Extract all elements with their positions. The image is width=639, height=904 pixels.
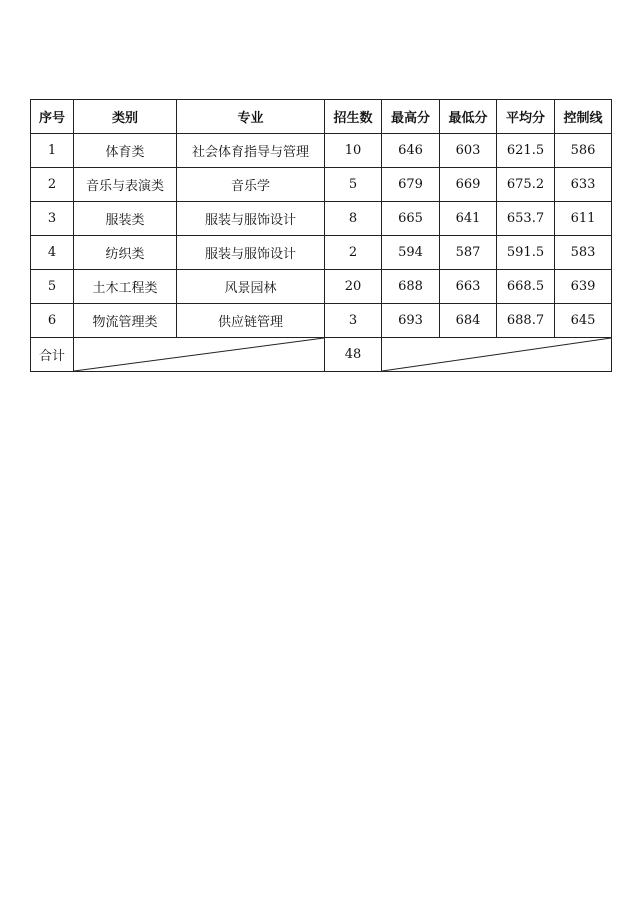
cell-category: 音乐与表演类 — [74, 168, 177, 202]
cell-min: 669 — [440, 168, 497, 202]
header-min: 最低分 — [440, 100, 497, 134]
table-row — [31, 168, 612, 202]
cell-control: 586 — [555, 134, 612, 168]
cell-no: 3 — [31, 202, 74, 236]
cell-control: 583 — [555, 236, 612, 270]
table-row — [31, 202, 612, 236]
header-major: 专业 — [177, 100, 325, 134]
cell-max: 646 — [382, 134, 440, 168]
cell-control: 633 — [555, 168, 612, 202]
cell-avg: 621.5 — [497, 134, 555, 168]
header-enroll: 招生数 — [325, 100, 382, 134]
cell-no: 1 — [31, 134, 74, 168]
cell-enroll: 20 — [325, 270, 382, 304]
cell-control: 645 — [555, 304, 612, 338]
cell-no: 4 — [31, 236, 74, 270]
cell-control: 639 — [555, 270, 612, 304]
cell-avg: 668.5 — [497, 270, 555, 304]
cell-min: 641 — [440, 202, 497, 236]
score-table — [30, 99, 612, 372]
cell-category: 土木工程类 — [74, 270, 177, 304]
cell-max: 679 — [382, 168, 440, 202]
header-category: 类别 — [74, 100, 177, 134]
cell-major: 服装与服饰设计 — [177, 202, 325, 236]
cell-no: 2 — [31, 168, 74, 202]
cell-enroll: 3 — [325, 304, 382, 338]
total-label: 合计 — [31, 338, 74, 372]
cell-no: 5 — [31, 270, 74, 304]
cell-category: 纺织类 — [74, 236, 177, 270]
cell-control: 611 — [555, 202, 612, 236]
table-row — [31, 134, 612, 168]
diagonal-line — [382, 338, 611, 371]
total-scores-slash — [382, 338, 612, 372]
cell-major: 服装与服饰设计 — [177, 236, 325, 270]
cell-category: 服装类 — [74, 202, 177, 236]
table-row — [31, 236, 612, 270]
header-avg: 平均分 — [497, 100, 555, 134]
cell-max: 665 — [382, 202, 440, 236]
cell-max: 594 — [382, 236, 440, 270]
cell-max: 688 — [382, 270, 440, 304]
cell-enroll: 10 — [325, 134, 382, 168]
cell-min: 684 — [440, 304, 497, 338]
cell-major: 音乐学 — [177, 168, 325, 202]
cell-category: 体育类 — [74, 134, 177, 168]
table-row — [31, 304, 612, 338]
cell-major: 社会体育指导与管理 — [177, 134, 325, 168]
table-row — [31, 270, 612, 304]
total-blank-slash — [74, 338, 325, 372]
cell-major: 风景园林 — [177, 270, 325, 304]
cell-min: 587 — [440, 236, 497, 270]
total-row — [31, 338, 612, 372]
cell-enroll: 2 — [325, 236, 382, 270]
cell-no: 6 — [31, 304, 74, 338]
cell-min: 603 — [440, 134, 497, 168]
cell-avg: 675.2 — [497, 168, 555, 202]
cell-category: 物流管理类 — [74, 304, 177, 338]
cell-avg: 653.7 — [497, 202, 555, 236]
header-control: 控制线 — [555, 100, 612, 134]
cell-avg: 591.5 — [497, 236, 555, 270]
header-no: 序号 — [31, 100, 74, 134]
header-row — [31, 100, 612, 134]
cell-max: 693 — [382, 304, 440, 338]
total-enroll: 48 — [325, 338, 382, 372]
cell-major: 供应链管理 — [177, 304, 325, 338]
diagonal-line — [74, 338, 324, 371]
cell-enroll: 8 — [325, 202, 382, 236]
cell-min: 663 — [440, 270, 497, 304]
cell-avg: 688.7 — [497, 304, 555, 338]
cell-enroll: 5 — [325, 168, 382, 202]
header-max: 最高分 — [382, 100, 440, 134]
